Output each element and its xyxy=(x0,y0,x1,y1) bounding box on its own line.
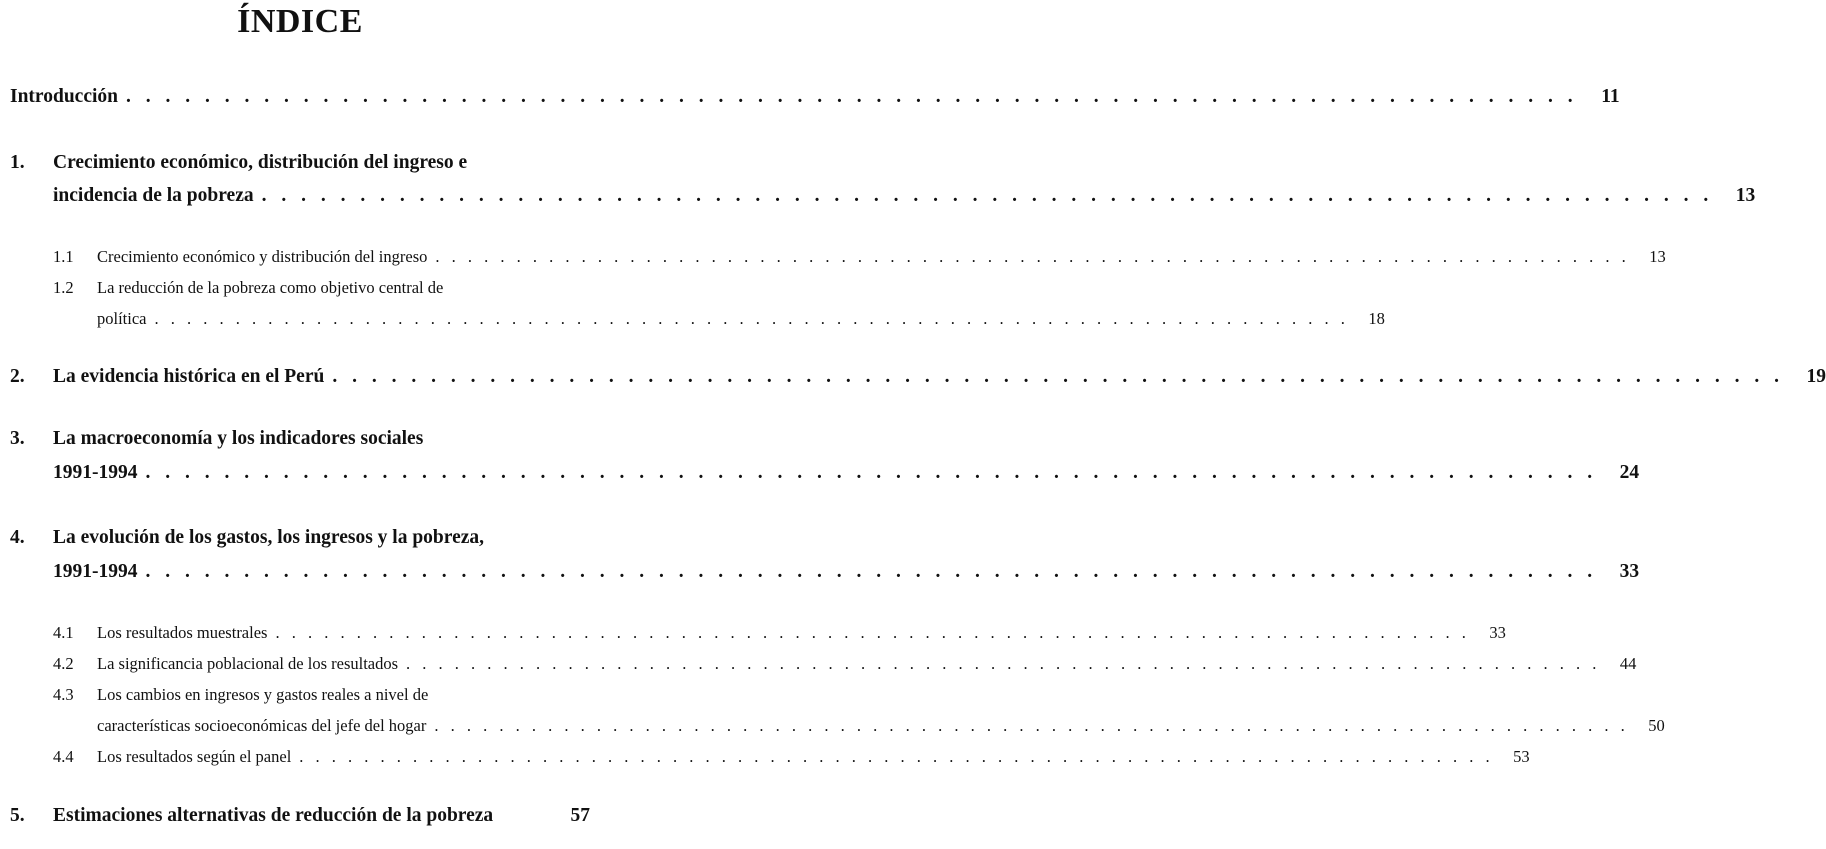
toc-entry-label: Estimaciones alternativas de reducción de la pobreza xyxy=(53,805,494,826)
toc-entry-section-4-4 xyxy=(97,747,1530,767)
toc-page-number: 24 xyxy=(1619,462,1640,483)
leader-dots: . . . . . . . . . . . . . . . . . . . . . . . . . . . . . . . . . . . . . . . . . . . . . . . . . . . . . . . . . . . . . . . . . . . . . . . . . . xyxy=(145,561,1598,582)
toc-page-number: 33 xyxy=(1619,561,1640,582)
toc-section-number: 4.4 xyxy=(53,747,74,766)
toc-page-number: 53 xyxy=(1513,747,1530,766)
toc-page-number: 13 xyxy=(1735,185,1756,206)
toc-entry-introduccion xyxy=(10,86,1620,108)
toc-entry-label-line1: Crecimiento económico, distribución del ingreso e xyxy=(53,152,468,173)
toc-entry-label-line1: La evolución de los gastos, los ingresos y la pobreza, xyxy=(53,527,485,548)
toc-entry-section-4-3 xyxy=(97,716,1665,736)
toc-entry-chapter-2 xyxy=(53,366,1826,388)
toc-entry-chapter-4 xyxy=(53,561,1640,583)
leader-dots: . . . . . . . . . . . . . . . . . . . . . . . . . . . . . . . . . . . . . . . . . . . . . . . . . . . . . . . . . . . . . . . . . . . . . . . . . . xyxy=(435,247,1630,266)
toc-entry-section-4-2 xyxy=(97,654,1637,674)
toc-section-number: 4.2 xyxy=(53,654,74,673)
toc-page-number: 18 xyxy=(1368,309,1385,328)
toc-page-number: 44 xyxy=(1619,654,1637,673)
leader-dots: . . . . . . . . . . . . . . . . . . . . . . . . . . . . . . . . . . . . . . . . . . . . . . . . . . . . . . . . . . . . . . . . . . . . . . . . . . xyxy=(434,716,1629,735)
toc-entry-section-1-1 xyxy=(97,247,1666,267)
toc-page-number: 19 xyxy=(1806,366,1826,387)
toc-entry-label-line2: 1991-1994 xyxy=(53,462,138,483)
toc-entry-chapter-1 xyxy=(53,185,1756,207)
toc-chapter-number: 2. xyxy=(10,366,25,387)
leader-dots: . . . . . . . . . . . . . . . . . . . . . . . . . . . . . . . . . . . . . . . . . . . . . . . . . . . . . . . . . . . . . . . . . . . . . . . . . . xyxy=(145,462,1598,483)
leader-dots: . . . . . . . . . . . . . . . . . . . . . . . . . . . . . . . . . . . . . . . . . . . . . . . . . . . . . . . . . . . . . . . . . . . . . . . . . . xyxy=(126,86,1578,107)
toc-chapter-number: 4. xyxy=(10,527,25,548)
toc-chapter-number: 3. xyxy=(10,428,25,449)
leader-dots: . . . . . . . . . . . . . . . . . . . . . . . . . . . . . . . . . . . . . . . . . . . . . . . . . . . . . . . . . . . . . . . . . . . . . . . . . . xyxy=(275,623,1470,642)
leader-dots: . . . . . . . . . . . . . . . . . . . . . . . . . . . . . . . . . . . . . . . . . . . . . . . . . . . . . . . . . . . . . . . . . . . . . . . . . . xyxy=(154,309,1349,328)
toc-page-number: 57 xyxy=(570,805,590,826)
toc-entry-label-line2: 1991-1994 xyxy=(53,561,138,582)
leader-dots: . . . . . . . . . . . . . . . . . . . . . . . . . . . . . . . . . . . . . . . . . . . . . . . . . . . . . . . . . . . . . . . . . . . . . . . . . . xyxy=(299,747,1494,766)
toc-section-number: 1.1 xyxy=(53,247,74,266)
leader-dots: . . . . . . . . . . . . . . . . . . . . . . . . . . . . . . . . . . . . . . . . . . . . . . . . . . . . . . . . . . . . . . . . . . . . . . . . . . xyxy=(332,366,1784,387)
toc-entry-section-1-2 xyxy=(97,309,1385,329)
toc-entry-label: Los resultados muestrales xyxy=(97,623,268,642)
toc-page-number: 13 xyxy=(1649,247,1666,266)
toc-page-number: 50 xyxy=(1648,716,1665,735)
toc-page-number: 33 xyxy=(1489,623,1506,642)
toc-entry-label-line1: La reducción de la pobreza como objetivo central de xyxy=(97,278,444,297)
page-title: ÍNDICE xyxy=(237,3,363,40)
toc-entry-label-line2: características socioeconómicas del jefe del hogar xyxy=(97,716,427,735)
leader-dots: . . . . . . . . . . . . . . . . . . . . . . . . . . . . . . . . . . . . . . . . . . . . . . . . . . . . . . . . . . . . . . . . . . . . . . . . . . xyxy=(261,185,1714,206)
toc-entry-label: La evidencia histórica en el Perú xyxy=(53,366,325,387)
toc-entry-label: Los resultados según el panel xyxy=(97,747,292,766)
toc-chapter-number: 5. xyxy=(10,805,25,826)
toc-entry-label: Crecimiento económico y distribución del ingreso xyxy=(97,247,428,266)
toc-chapter-number: 1. xyxy=(10,152,25,173)
toc-entry-label-line1: Los cambios en ingresos y gastos reales a nivel de xyxy=(97,685,429,704)
toc-entry-section-4-1 xyxy=(97,623,1506,643)
toc-entry-chapter-3 xyxy=(53,462,1640,484)
toc-section-number: 4.3 xyxy=(53,685,74,704)
toc-section-number: 4.1 xyxy=(53,623,74,642)
toc-page-number: 11 xyxy=(1601,86,1620,107)
toc-entry-label-line2: incidencia de la pobreza xyxy=(53,185,254,206)
leader-dots: . . . . . . . . . . . . . . . . . . . . . . . . . . . . . . . . . . . . . . . . . . . . . . . . . . . . . . . . . . . . . . . . . . . . . . . . . . xyxy=(406,654,1601,673)
toc-section-number: 1.2 xyxy=(53,278,74,297)
toc-entry-label: La significancia poblacional de los resultados xyxy=(97,654,399,673)
toc-entry-label-line1: La macroeconomía y los indicadores sociales xyxy=(53,428,424,449)
toc-entry-chapter-5 xyxy=(53,805,590,827)
toc-entry-label: Introducción xyxy=(10,86,118,107)
toc-entry-label-line2: política xyxy=(97,309,147,328)
